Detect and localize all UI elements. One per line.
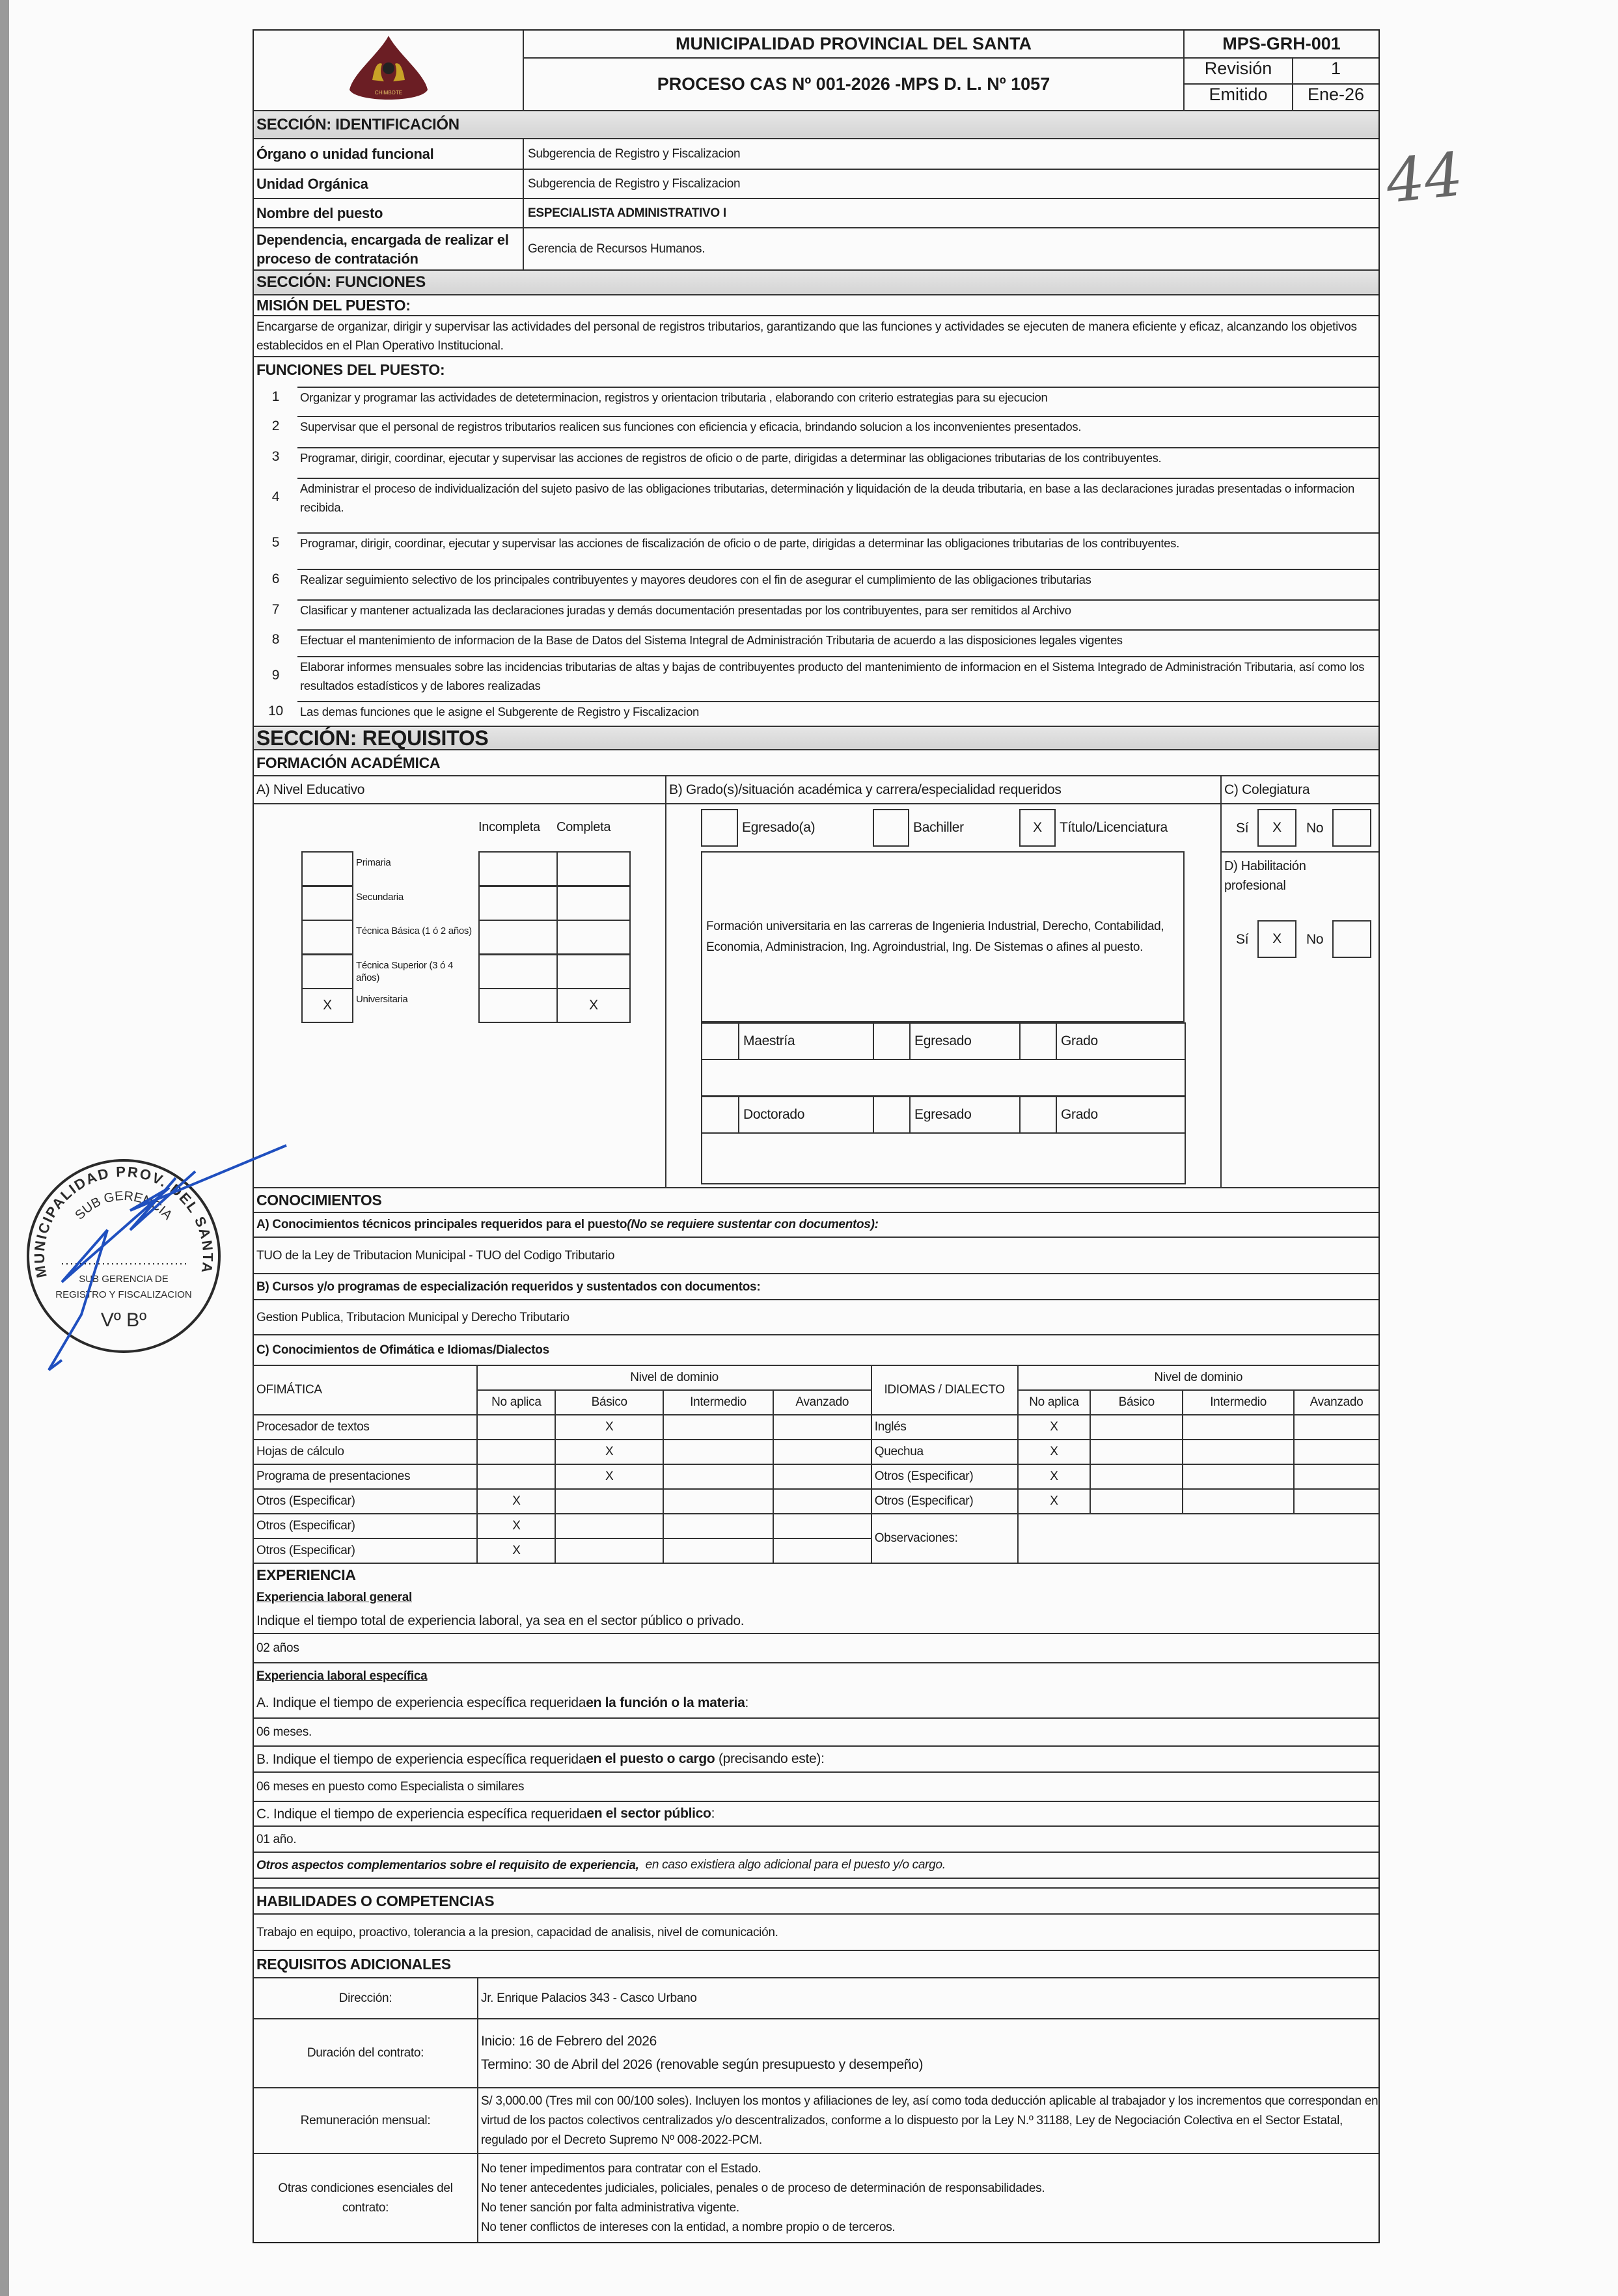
ident-label: Nombre del puesto — [254, 199, 524, 227]
direccion-label: Dirección: — [254, 1978, 478, 2018]
observaciones-value[interactable] — [1018, 1514, 1379, 1563]
ofimatica-level-cell[interactable]: X — [555, 1440, 663, 1464]
duracion-label: Duración del contrato: — [254, 2019, 478, 2087]
mision-text — [254, 316, 1378, 357]
completa-checkbox[interactable] — [556, 920, 631, 955]
nivel-label: Técnica Superior (3 ó 4 años) — [356, 959, 454, 983]
conocimientos-b-title — [254, 1274, 1378, 1300]
conocimientos-a-value — [254, 1238, 1378, 1274]
logo — [254, 31, 524, 110]
idioma-level-cell[interactable] — [1183, 1489, 1294, 1514]
idioma-level-cell[interactable]: X — [1018, 1464, 1091, 1489]
maestria-detail[interactable] — [701, 1059, 1186, 1097]
colegiatura-panel — [1222, 804, 1378, 1187]
funcion-item — [254, 696, 1378, 726]
nivel-label: Primaria — [356, 857, 391, 868]
conocimientos-b-text: Gestion Publica, Tributacion Municipal y Derecho Tributario — [256, 1310, 569, 1324]
grado-label: Grado — [1056, 1022, 1186, 1060]
ofimatica-level-cell[interactable] — [663, 1440, 773, 1464]
funcion-text: Realizar seguimiento selectivo de los principales contribuyentes y mayores deudores con el fin de asegurar el cumplimiento de las obligaciones tributarias — [297, 569, 1378, 589]
funcion-number: 6 — [271, 571, 280, 586]
incompleta-checkbox[interactable] — [478, 988, 558, 1023]
egresado-label: Egresado — [909, 1096, 1021, 1134]
emitted-label: Emitido — [1185, 85, 1293, 110]
section-identificacion — [254, 111, 1378, 139]
exp-a-value — [254, 1719, 1378, 1747]
nivel-educativo-panel — [254, 804, 666, 1187]
ofimatica-idiomas-table — [253, 1365, 1380, 1564]
ofimatica-level-cell[interactable] — [773, 1464, 871, 1489]
idioma-level-cell[interactable] — [1294, 1415, 1379, 1440]
funcion-item — [254, 473, 1378, 521]
funcion-number: 2 — [271, 418, 280, 433]
exp-general-q: Indique el tiempo total de experiencia laboral, ya sea en el sector público o privado. — [256, 1613, 745, 1628]
ofimatica-level-cell[interactable] — [773, 1489, 871, 1514]
funcion-item — [254, 521, 1378, 564]
ofimatica-level-cell[interactable] — [663, 1464, 773, 1489]
experiencia-title — [254, 1564, 1378, 1586]
conocimientos-a-note: (No se requiere sustentar con documentos): — [627, 1218, 879, 1231]
idioma-level-cell[interactable] — [1090, 1489, 1183, 1514]
svg-text:MUNICIPALIDAD PROV. DEL SANTA — [31, 1164, 216, 1279]
direccion-row — [254, 1978, 1378, 2019]
remuneracion-value: S/ 3,000.00 (Tres mil con 00/100 soles). Incluyen los montos y afiliaciones de ley, así como toda deducción aplicable al trabajador y los incrementos que correspondan en virtud de los pactos colectivos centralizados y/o descentralizados, conforme a lo dispuesto por la Ley N.º 31188, Ley de Negociación Colectiva en el Sector Estatal, regulado por el Decreto Supremo Nº 008-2022-PCM. — [481, 2094, 1378, 2147]
exp-otros-value — [254, 1879, 1378, 1889]
level-header: Básico — [555, 1390, 663, 1415]
funcion-text: Elaborar informes mensuales sobre las incidencias tributarias de altas y bajas de contribuyentes producto del mantenimiento de informacion en el Sistema Integrado de Administración Tributaria, así como los resultados estadísticos y de labores realizadas — [297, 656, 1378, 695]
funcion-item — [254, 564, 1378, 594]
ident-value: ESPECIALISTA ADMINISTRATIVO I — [528, 206, 726, 220]
observaciones-label: Observaciones: — [871, 1514, 1018, 1563]
conocimientos-title — [254, 1188, 1378, 1213]
ofimatica-label: Programa de presentaciones — [253, 1464, 477, 1489]
section-funciones — [254, 271, 1378, 295]
nivel-checkbox[interactable] — [301, 954, 353, 989]
exp-c-q: C. Indique el tiempo de experiencia específica requerida — [256, 1806, 587, 1822]
ident-value: Subgerencia de Registro y Fiscalizacion — [528, 146, 741, 161]
idioma-level-cell[interactable]: X — [1018, 1415, 1091, 1440]
maestria-label: Maestría — [738, 1022, 874, 1060]
nivel-dominio-header: Nivel de dominio — [477, 1365, 871, 1390]
maestria-checkbox[interactable] — [701, 1022, 739, 1060]
funcion-text: Las demas funciones que le asigne el Subgerente de Registro y Fiscalizacion — [297, 701, 1378, 721]
idioma-level-cell[interactable] — [1294, 1489, 1379, 1514]
exp-b-tail: (precisando este): — [715, 1751, 825, 1766]
subsection-title: FUNCIONES DEL PUESTO: — [256, 361, 445, 378]
idioma-label: Inglés — [871, 1415, 1018, 1440]
funcion-number: 7 — [271, 601, 280, 617]
stamp-lower-text: SUB GERENCIA DE — [79, 1274, 169, 1285]
ofimatica-row — [253, 1415, 1379, 1440]
cas-profile-document — [253, 29, 1380, 2243]
ofimatica-level-cell[interactable]: X — [477, 1538, 555, 1563]
ofimatica-level-cell[interactable] — [555, 1514, 663, 1538]
ident-row — [254, 139, 1378, 170]
logo-text: CHIMBOTE — [374, 90, 402, 96]
exp-c-question: C. Indique el tiempo de experiencia específica requerida en el sector público : — [254, 1802, 1378, 1827]
completa-header: Completa — [556, 820, 611, 834]
formacion-header — [254, 776, 1378, 804]
document-header — [254, 31, 1378, 111]
conocimientos-a-text: TUO de la Ley de Tributacion Municipal - TUO del Codigo Tributario — [256, 1248, 615, 1263]
funciones-list — [254, 382, 1378, 726]
idioma-level-cell[interactable]: X — [1018, 1440, 1091, 1464]
funcion-number: 9 — [271, 667, 280, 683]
idioma-level-cell[interactable] — [1183, 1440, 1294, 1464]
stamp-outer-text: MUNICIPALIDAD PROV. DEL SANTA — [31, 1163, 217, 1279]
ofimatica-row — [253, 1489, 1379, 1514]
ofimatica-label: Otros (Especificar) — [253, 1538, 477, 1563]
condicion-item: No tener antecedentes judiciales, policiales, penales o de proceso de determinación de responsabilidades. — [481, 2181, 1045, 2195]
funcion-item — [254, 441, 1378, 473]
municipal-shield-icon — [346, 34, 431, 106]
conocimientos-c-title — [254, 1335, 1378, 1365]
exp-a-v: 06 meses. — [256, 1725, 312, 1739]
ident-row — [254, 170, 1378, 199]
grado-checkbox[interactable] — [873, 809, 909, 847]
grado-label: Egresado(a) — [742, 820, 816, 835]
otras-condiciones-row — [254, 2154, 1378, 2242]
level-header: Avanzado — [1294, 1390, 1379, 1415]
ident-row — [254, 199, 1378, 228]
ofimatica-label: Otros (Especificar) — [253, 1514, 477, 1538]
exp-especifica-title — [254, 1663, 1378, 1688]
ofimatica-level-cell[interactable] — [773, 1415, 871, 1440]
ofimatica-level-cell[interactable] — [773, 1538, 871, 1563]
revision-value: 1 — [1330, 59, 1341, 78]
exp-general-label: Experiencia laboral general — [256, 1590, 413, 1604]
ident-label: Órgano o unidad funcional — [254, 139, 524, 169]
incompleta-header: Incompleta — [478, 820, 540, 834]
si-label: Sí — [1236, 932, 1249, 947]
ofimatica-level-cell[interactable] — [477, 1464, 555, 1489]
stamp-inner-text: SUB GERENCIA — [72, 1188, 175, 1223]
no-label: No — [1306, 821, 1324, 836]
condicion-item: No tener sanción por falta administrativa vigente. — [481, 2200, 739, 2215]
funcion-item — [254, 382, 1378, 411]
ofimatica-level-cell[interactable]: X — [477, 1514, 555, 1538]
nivel-educativo-title: A) Nivel Educativo — [254, 776, 666, 803]
funcion-text: Administrar el proceso de individualización del sujeto pasivo de las obligaciones tributarias, determinación y liquidación de la deuda tributaria, en base a las declaraciones juradas presentadas o informacion recibida. — [297, 478, 1378, 517]
funciones-title — [254, 357, 1378, 382]
habilidades-value — [254, 1915, 1378, 1951]
condicion-item: No tener conflictos de intereses con la entidad, a nombre propio o de terceros. — [481, 2220, 896, 2234]
ofimatica-level-cell[interactable] — [477, 1415, 555, 1440]
grado-label: Grado — [1056, 1096, 1186, 1134]
section-title: EXPERIENCIA — [256, 1566, 356, 1583]
section-title: REQUISITOS ADICIONALES — [256, 1955, 451, 1973]
exp-general-value — [254, 1634, 1378, 1663]
folio-number: 44 — [1382, 139, 1466, 217]
funcion-item — [254, 411, 1378, 441]
idioma-level-cell[interactable] — [1183, 1415, 1294, 1440]
ofimatica-label: Otros (Especificar) — [253, 1489, 477, 1514]
exp-b-value — [254, 1773, 1378, 1802]
incompleta-checkbox[interactable] — [478, 886, 558, 921]
ofimatica-level-cell[interactable] — [555, 1489, 663, 1514]
colegiatura-title: C) Colegiatura — [1224, 782, 1310, 797]
idioma-label: Quechua — [871, 1440, 1018, 1464]
idioma-level-cell[interactable] — [1090, 1415, 1183, 1440]
ident-value: Gerencia de Recursos Humanos. — [528, 241, 706, 256]
level-header: Básico — [1090, 1390, 1183, 1415]
approval-stamp — [0, 1126, 299, 1386]
exp-otros-tail: en caso existiera algo adicional para el puesto y/o cargo. — [638, 1858, 946, 1872]
ofimatica-level-cell[interactable] — [477, 1440, 555, 1464]
habilidades-text: Trabajo en equipo, proactivo, tolerancia a la presion, capacidad de analisis, nivel de comunicación. — [256, 1925, 778, 1939]
ofimatica-level-cell[interactable] — [663, 1514, 773, 1538]
ofimatica-label: Procesador de textos — [253, 1415, 477, 1440]
habilidades-title — [254, 1889, 1378, 1915]
doctorado-label: Doctorado — [738, 1096, 874, 1134]
completa-checkbox[interactable] — [556, 886, 631, 921]
ofimatica-level-cell[interactable]: X — [555, 1415, 663, 1440]
grado-label: Bachiller — [913, 820, 964, 835]
exp-general-title — [254, 1586, 1378, 1608]
exp-c-bold: en el sector público — [586, 1806, 711, 1821]
ofimatica-level-cell[interactable] — [663, 1538, 773, 1563]
funcion-number: 5 — [271, 534, 280, 550]
remuneracion-label: Remuneración mensual: — [254, 2088, 478, 2153]
exp-otros-bold: Otros aspectos complementarios sobre el requisito de experiencia, — [256, 1858, 639, 1872]
conocimientos-b-label: B) Cursos y/o programas de especialización requeridos y sustentados con documentos: — [256, 1279, 761, 1294]
habilitacion-si-checkbox[interactable]: X — [1257, 920, 1296, 958]
stamp-vb: Vº Bº — [100, 1309, 147, 1331]
exp-especifica-label: Experiencia laboral específica — [256, 1669, 428, 1683]
carrera-box: Formación universitaria en las carreras de Ingenieria Industrial, Derecho, Contabilidad, Economia, Administracion, Ing. Agroindustrial, Ing. De Sistemas o afines al puesto. — [701, 851, 1185, 1022]
section-title: SECCIÓN: REQUISITOS — [256, 726, 489, 750]
incompleta-checkbox[interactable] — [478, 920, 558, 955]
document-code: MPS-GRH-001 — [1185, 31, 1378, 59]
funcion-number: 4 — [271, 489, 280, 504]
funcion-text: Organizar y programar las actividades de deteterminacion, registros y orientacion tributaria , elaborando con criterio estrategias para su ejecucion — [297, 387, 1378, 407]
no-label: No — [1306, 932, 1324, 947]
ofimatica-row — [253, 1514, 1379, 1538]
funcion-number: 3 — [271, 449, 280, 464]
funcion-item — [254, 625, 1378, 654]
idioma-level-cell[interactable] — [1090, 1464, 1183, 1489]
completa-checkbox[interactable]: X — [556, 988, 631, 1023]
ofimatica-level-cell[interactable] — [773, 1514, 871, 1538]
conocimientos-b-value — [254, 1300, 1378, 1335]
conocimientos-a-label: A) Conocimientos técnicos principales requeridos para el puesto — [256, 1218, 627, 1231]
section-title: CONOCIMIENTOS — [256, 1191, 382, 1209]
nivel-label: Universitaria — [356, 994, 408, 1005]
remuneracion-row — [254, 2088, 1378, 2154]
completa-checkbox[interactable] — [556, 954, 631, 989]
section-title: SECCIÓN: FUNCIONES — [256, 273, 426, 291]
exp-b-bold: en el puesto o cargo — [586, 1751, 715, 1766]
ofimatica-label: Hojas de cálculo — [253, 1440, 477, 1464]
emitted-value: Ene-26 — [1307, 85, 1365, 104]
level-header: No aplica — [1018, 1390, 1091, 1415]
nivel-checkbox[interactable] — [301, 886, 353, 921]
formacion-title — [254, 750, 1378, 776]
nivel-checkbox[interactable] — [301, 920, 353, 955]
grado-label: Título/Licenciatura — [1060, 820, 1168, 835]
incompleta-checkbox[interactable] — [478, 851, 558, 886]
section-title: SECCIÓN: IDENTIFICACIÓN — [256, 115, 459, 133]
doctorado-checkbox[interactable] — [701, 1096, 739, 1134]
idioma-label: Otros (Especificar) — [871, 1489, 1018, 1514]
termino-value: Termino: 30 de Abril del 2026 (renovable según presupuesto y desempeño) — [481, 2057, 924, 2072]
idioma-level-cell[interactable] — [1183, 1464, 1294, 1489]
funcion-text: Programar, dirigir, coordinar, ejecutar y supervisar las acciones de registros de oficio o de parte, dirigidas a determinar las obligaciones tributarias de los contribuyentes. — [297, 447, 1378, 467]
level-header: Intermedio — [1183, 1390, 1294, 1415]
exp-c-value — [254, 1827, 1378, 1853]
ident-label: Unidad Orgánica — [254, 170, 524, 198]
formacion-body — [254, 804, 1378, 1188]
exp-b-v: 06 meses en puesto como Especialista o similares — [256, 1780, 525, 1794]
egresado-label: Egresado — [909, 1022, 1021, 1060]
funcion-number: 10 — [268, 703, 283, 718]
ofimatica-row — [253, 1440, 1379, 1464]
si-label: Sí — [1236, 821, 1249, 836]
level-header: Avanzado — [773, 1390, 871, 1415]
ofimatica-level-cell[interactable] — [663, 1489, 773, 1514]
exp-a-bold: en la función o la materia — [586, 1695, 745, 1710]
level-header: No aplica — [477, 1390, 555, 1415]
idioma-label: Otros (Especificar) — [871, 1464, 1018, 1489]
exp-c-v: 01 año. — [256, 1832, 297, 1846]
subsection-title: FORMACIÓN ACADÉMICA — [256, 754, 441, 771]
ident-label: Dependencia, encargada de realizar el proceso de contratación — [254, 228, 524, 269]
duracion-row — [254, 2019, 1378, 2088]
nivel-dominio-header: Nivel de dominio — [1018, 1365, 1379, 1390]
grado-panel — [666, 804, 1222, 1187]
egresado-checkbox[interactable] — [873, 1022, 911, 1060]
section-title: HABILIDADES O COMPETENCIAS — [256, 1892, 495, 1909]
stamp-lower-text: REGISTRO Y FISCALIZACION — [55, 1289, 192, 1300]
section-requisitos — [254, 726, 1378, 750]
completa-checkbox[interactable] — [556, 851, 631, 886]
org-name: MUNICIPALIDAD PROVINCIAL DEL SANTA — [524, 31, 1183, 59]
exp-a-q: A. Indique el tiempo de experiencia específica requerida — [256, 1695, 586, 1710]
level-header: Intermedio — [663, 1390, 773, 1415]
exp-a-question: A. Indique el tiempo de experiencia específica requerida en la función o la materia : — [254, 1688, 1378, 1719]
mision-value: Encargarse de organizar, dirigir y supervisar las actividades del personal de registros tributarios, garantizando que las funciones y actividades se ejecuten de manera eficiente y eficaz, alcanzando los objetivos establecidos en el Plan Operativo Institucional. — [256, 320, 1357, 353]
ofimatica-level-cell[interactable]: X — [555, 1464, 663, 1489]
idioma-level-cell[interactable]: X — [1018, 1489, 1091, 1514]
grado-checkbox[interactable] — [1019, 1096, 1057, 1134]
subsection-title: MISIÓN DEL PUESTO: — [256, 296, 411, 314]
egresado-checkbox[interactable] — [873, 1096, 911, 1134]
colegiatura-si-checkbox[interactable]: X — [1257, 809, 1296, 847]
ident-value: Subgerencia de Registro y Fiscalizacion — [528, 176, 741, 191]
revision-label: Revisión — [1185, 59, 1293, 83]
exp-general-v: 02 años — [256, 1641, 299, 1655]
conocimientos-c-label: C) Conocimientos de Ofimática e Idiomas/Dialectos — [256, 1343, 549, 1357]
nivel-checkbox[interactable] — [301, 851, 353, 886]
process-title: PROCESO CAS Nº 001-2026 -MPS D. L. Nº 1057 — [657, 74, 1050, 94]
idioma-level-cell[interactable] — [1090, 1440, 1183, 1464]
funcion-text: Efectuar el mantenimiento de informacion de la Base de Datos del Sistema Integral de Administración Tributaria de acuerdo a las disposiciones legales vigentes — [297, 629, 1378, 649]
ofimatica-level-cell[interactable] — [663, 1415, 773, 1440]
conocimientos-a-title — [254, 1213, 1378, 1238]
idiomas-header: IDIOMAS / DIALECTO — [871, 1365, 1018, 1415]
idioma-level-cell[interactable] — [1294, 1440, 1379, 1464]
ofimatica-header: OFIMÁTICA — [253, 1365, 477, 1415]
inicio-value: Inicio: 16 de Febrero del 2026 — [481, 2034, 657, 2049]
ofimatica-level-cell[interactable] — [555, 1538, 663, 1563]
nivel-checkbox[interactable]: X — [301, 988, 353, 1023]
funcion-text: Clasificar y mantener actualizada las declaraciones juradas y demás documentación presentadas por los contribuyentes, para ser remitidos al Archivo — [297, 599, 1378, 620]
nivel-label: Técnica Básica (1 ó 2 años) — [356, 925, 472, 937]
ident-row — [254, 228, 1378, 271]
direccion-value: Jr. Enrique Palacios 343 - Casco Urbano — [481, 1991, 697, 2005]
exp-otros — [254, 1853, 1378, 1879]
exp-b-question — [254, 1747, 1378, 1773]
funcion-text: Supervisar que el personal de registros tributarios realicen sus funciones con eficiencia y eficacia, brindando solucion a los inconvenientes presentados. — [297, 416, 1378, 436]
otras-condiciones-label: Otras condiciones esenciales del contrato: — [254, 2154, 478, 2242]
adicionales-title — [254, 1951, 1378, 1978]
funcion-number: 8 — [271, 631, 280, 647]
grado-checkbox[interactable] — [1019, 1022, 1057, 1060]
exp-b-q: B. Indique el tiempo de experiencia específica requerida — [256, 1751, 586, 1767]
ofimatica-level-cell[interactable]: X — [477, 1489, 555, 1514]
funcion-number: 1 — [271, 389, 280, 404]
grado-checkbox[interactable] — [701, 809, 738, 847]
grado-checkbox[interactable]: X — [1019, 809, 1056, 847]
ofimatica-level-cell[interactable] — [773, 1440, 871, 1464]
funcion-text: Programar, dirigir, coordinar, ejecutar y supervisar las acciones de fiscalización de oficio o de parte, dirigidas a determinar las obligaciones tributarias de los contribuyentes. — [297, 532, 1378, 553]
incompleta-checkbox[interactable] — [478, 954, 558, 989]
habilitacion-no-checkbox[interactable] — [1332, 920, 1371, 958]
doctorado-detail[interactable] — [701, 1132, 1186, 1184]
mision-title — [254, 295, 1378, 316]
funcion-item — [254, 654, 1378, 696]
idioma-level-cell[interactable] — [1294, 1464, 1379, 1489]
habilitacion-title: D) Habilitación profesional — [1224, 859, 1306, 893]
funcion-item — [254, 594, 1378, 625]
grado-title: B) Grado(s)/situación académica y carrera/especialidad requeridos — [666, 776, 1222, 803]
ofimatica-row — [253, 1464, 1379, 1489]
exp-general-question — [254, 1608, 1378, 1634]
condicion-item: No tener impedimentos para contratar con el Estado. — [481, 2161, 761, 2176]
nivel-label: Secundaria — [356, 891, 404, 903]
colegiatura-no-checkbox[interactable] — [1332, 809, 1371, 847]
